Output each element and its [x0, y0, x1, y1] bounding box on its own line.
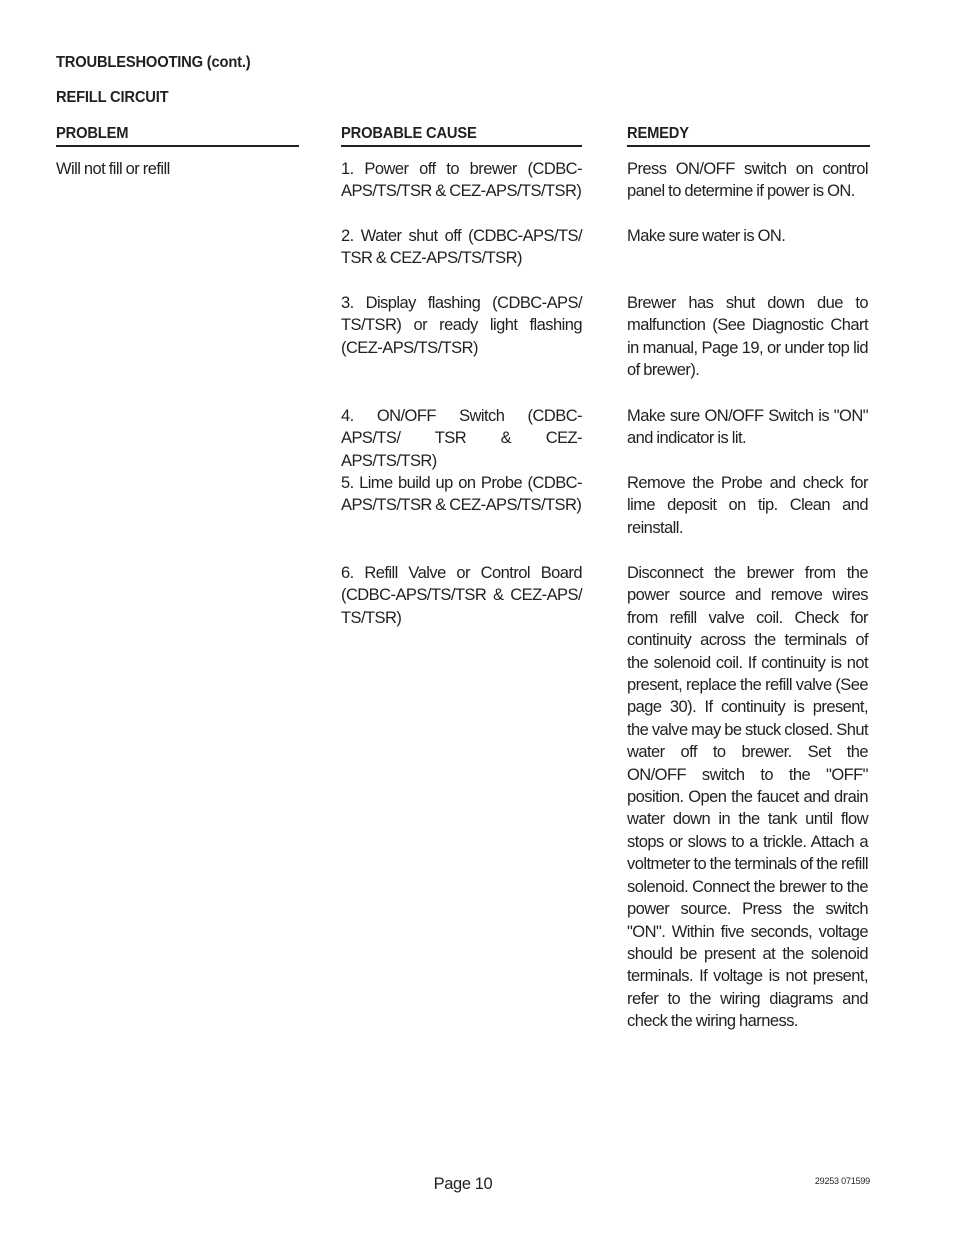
cause-item: 3. Display flashing (CDBC-APS/ TS/TSR) or ready light flashing (CEZ-APS/TS/TSR)	[341, 294, 582, 357]
remedy-item: Press ON/OFF switch on control panel to determine if power is ON.	[627, 160, 868, 201]
cause-item: 6. Refill Valve or Control Board (CDBC-APS/TS/TSR & CEZ-APS/ TS/TSR)	[341, 564, 582, 627]
problem-text: Will not fill or refill	[56, 160, 170, 178]
remedy-item: Make sure ON/OFF Switch is "ON" and indicator is lit.	[627, 407, 868, 448]
remedy-item: Disconnect the brewer from the power source and remove wires from refill valve coil. Check for continuity across the terminals of the solenoid coil. If continuity is not present, replace the refill valve (See page 30). If continuity is present, the valve may be stuck closed. Shut water off to brewer. Set the ON/OFF switch to the "OFF" position. Open the faucet and drain water down in the tank until flow stops or slows to a trickle. Attach a voltmeter to the terminals of the refill solenoid. Connect the brewer to the power source. Press the switch "ON". Within five seconds, voltage should be present at the solenoid terminals. If voltage is not present, refer to the wiring diagrams and check the wiring harness.	[627, 564, 868, 1031]
column-header-probable-cause	[341, 124, 582, 147]
cause-item: 1. Power off to brewer (CDBC-APS/TS/TSR & CEZ-APS/TS/TSR)	[341, 160, 582, 201]
remedy-item: Brewer has shut down due to malfunction (See Diagnostic Chart in manual, Page 19, or under top lid of brewer).	[627, 294, 868, 380]
page-title: TROUBLESHOOTING (cont.)	[56, 54, 251, 71]
column-header-remedy-label: REMEDY	[627, 125, 689, 142]
section-title: REFILL CIRCUIT	[56, 89, 169, 106]
column-header-remedy	[627, 124, 870, 147]
document-code: 29253 071599	[814, 1176, 870, 1186]
cause-item: 5. Lime build up on Probe (CDBC-APS/TS/TSR & CEZ-APS/TS/TSR)	[341, 474, 582, 515]
page-number: Page 10	[433, 1175, 493, 1193]
column-header-problem-label: PROBLEM	[56, 125, 129, 142]
remedy-item: Make sure water is ON.	[627, 227, 786, 245]
cause-item: 4. ON/OFF Switch (CDBC-APS/TS/ TSR & CEZ-APS/TS/TSR)	[341, 407, 582, 470]
column-header-problem	[56, 124, 299, 147]
cause-item: 2. Water shut off (CDBC-APS/TS/ TSR & CEZ-APS/TS/TSR)	[341, 227, 582, 268]
remedy-item: Remove the Probe and check for lime deposit on tip. Clean and reinstall.	[627, 474, 868, 537]
column-header-cause-label: PROBABLE CAUSE	[341, 125, 477, 142]
